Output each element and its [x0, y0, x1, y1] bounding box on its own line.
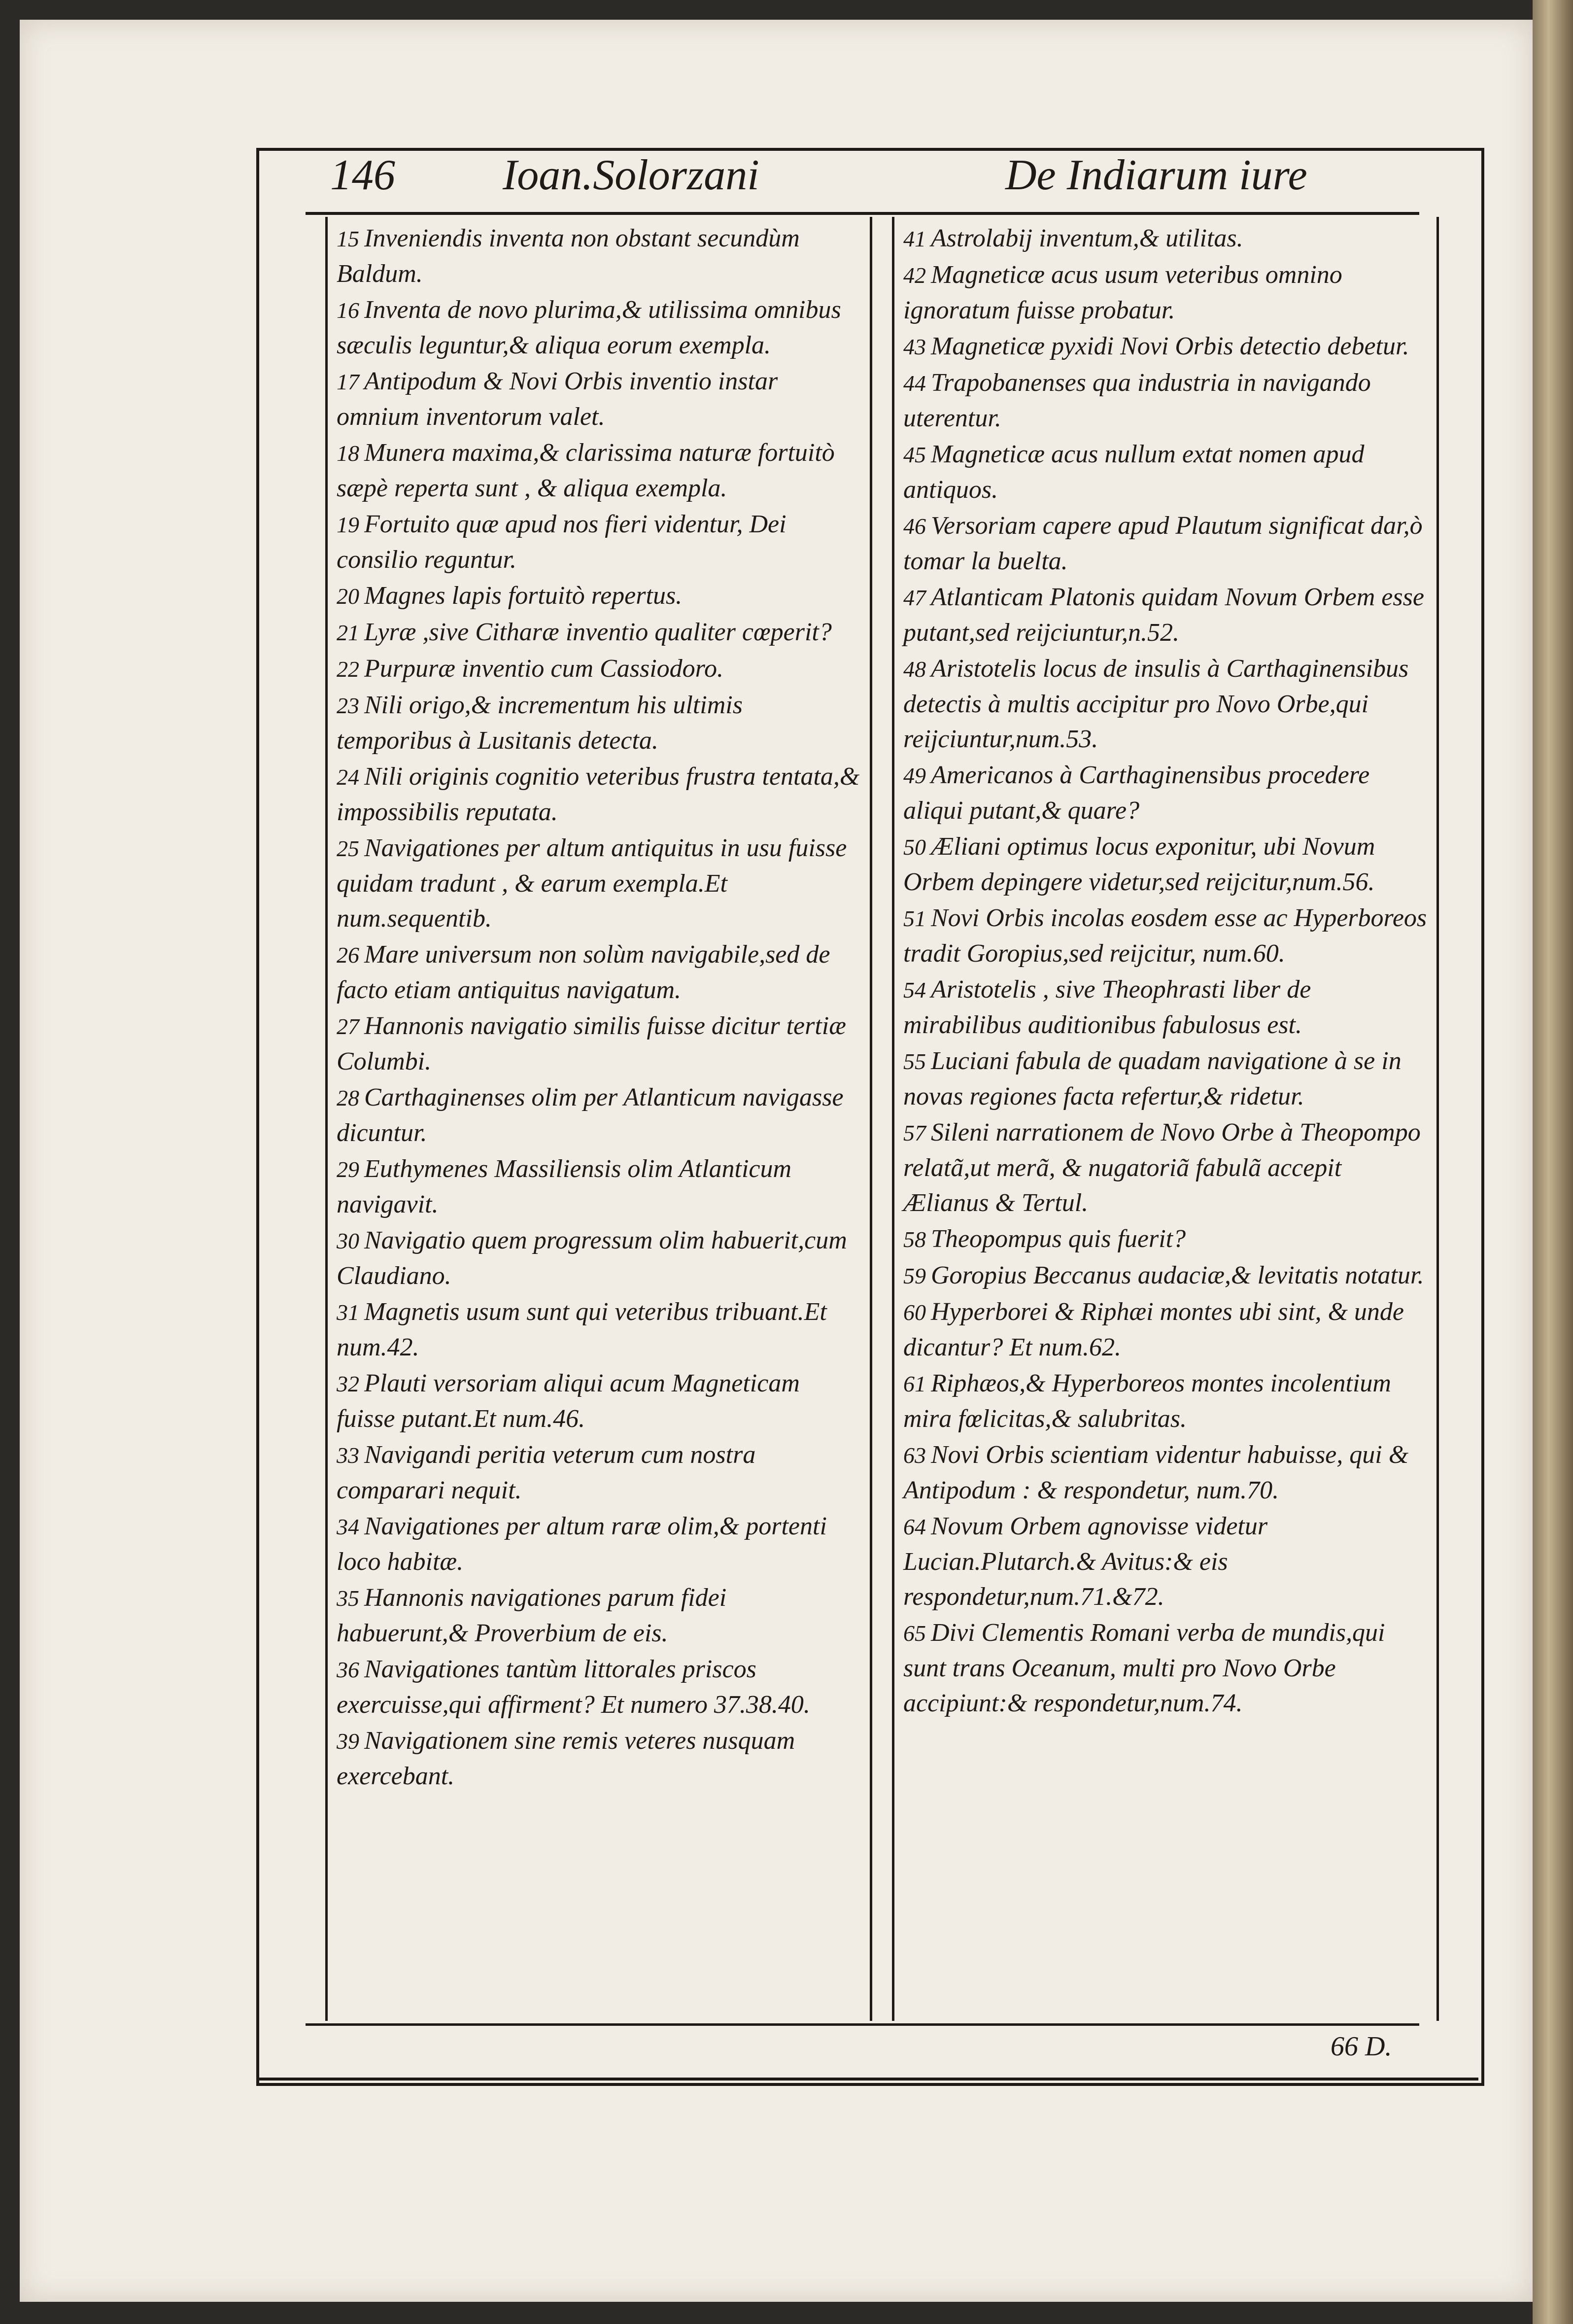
entry-text: Æliani optimus locus exponitur, ubi Novum Orbem depingere videtur,sed reijcitur,num.56. [903, 832, 1375, 896]
entry-number: 25 [337, 836, 359, 861]
entry-number: 21 [337, 620, 359, 645]
entry-text: Riphæos,& Hyperboreos montes incolentium mira fœlicitas,& salubritas. [903, 1369, 1391, 1433]
entry-number: 58 [903, 1227, 926, 1252]
entry-text: Euthymenes Massiliensis olim Atlanticum navigavit. [337, 1155, 792, 1218]
entry-number: 41 [903, 226, 926, 251]
summary-entry [903, 1221, 1428, 1257]
entry-text: Aristotelis locus de insulis à Carthaginensibus detectis à multis accipitur pro Novo Orbe,qui reijciuntur,num.53. [903, 655, 1409, 753]
summary-entry [337, 364, 861, 434]
entry-text: Luciani fabula de quadam navigatione à se in novas regiones facta refertur,& ridetur. [903, 1047, 1402, 1110]
summary-entry [337, 1509, 861, 1579]
entry-number: 18 [337, 441, 359, 466]
summary-entry [337, 1652, 861, 1722]
entry-text: Magnes lapis fortuitò repertus. [364, 582, 683, 610]
entry-text: Magnetis usum sunt qui veteribus tribuant.Et num.42. [337, 1298, 827, 1361]
summary-entry [337, 1366, 861, 1436]
entry-number: 46 [903, 514, 926, 539]
entry-number: 31 [337, 1300, 359, 1325]
summary-entry [903, 508, 1428, 579]
entry-text: Magneticæ acus nullum extat nomen apud antiquos. [903, 440, 1365, 504]
summary-entry [337, 651, 861, 687]
entry-text: Hyperborei & Riphæi montes ubi sint, & unde dicantur? Et num.62. [903, 1298, 1404, 1361]
entry-number: 32 [337, 1371, 359, 1396]
summary-entry [337, 435, 861, 506]
entry-number: 49 [903, 763, 926, 788]
entry-number: 55 [903, 1049, 926, 1074]
entry-text: Purpuræ inventio cum Cassiodoro. [364, 655, 723, 683]
summary-entry [337, 1723, 861, 1794]
summary-entry [903, 1366, 1428, 1436]
entry-number: 15 [337, 226, 359, 251]
entry-text: Versoriam capere apud Plautum significat dar,ò tomar la buelta. [903, 512, 1423, 575]
entry-number: 30 [337, 1228, 359, 1253]
summary-entry [903, 1294, 1428, 1365]
entry-text: Americanos à Carthaginensibus procedere aliqui putant,& quare? [903, 761, 1370, 825]
entry-number: 65 [903, 1621, 926, 1646]
entry-number: 22 [337, 657, 359, 682]
summary-entry [903, 901, 1428, 971]
summary-entry [903, 758, 1428, 828]
entry-number: 61 [903, 1371, 926, 1396]
entry-text: Astrolabij inventum,& utilitas. [931, 224, 1243, 252]
summary-entry [337, 1080, 861, 1150]
entry-number: 27 [337, 1014, 359, 1039]
entry-number: 29 [337, 1157, 359, 1182]
entry-number: 23 [337, 693, 359, 718]
entry-number: 28 [337, 1085, 359, 1110]
summary-entry [337, 1008, 861, 1079]
summary-entry [903, 257, 1428, 328]
summary-entry [903, 437, 1428, 507]
entry-text: Navigandi peritia veterum cum nostra comparari nequit. [337, 1441, 756, 1504]
book-binding-edge [1533, 0, 1573, 2324]
entry-number: 51 [903, 906, 926, 931]
summary-entry [903, 1615, 1428, 1721]
entry-number: 54 [903, 977, 926, 1003]
entry-number: 47 [903, 585, 926, 610]
summary-entry [337, 759, 861, 830]
entry-text: Atlanticam Platonis quidam Novum Orbem esse putant,sed reijciuntur,n.52. [903, 583, 1424, 647]
summary-entry [903, 1258, 1428, 1293]
entry-text: Antipodum & Novi Orbis inventio instar omnium inventorum valet. [337, 367, 778, 431]
entry-text: Novi Orbis scientiam videntur habuisse, qui & Antipodum : & respondetur, num.70. [903, 1441, 1409, 1504]
summary-entry [337, 1580, 861, 1651]
entry-number: 42 [903, 263, 926, 288]
running-head-title: De Indiarum iure [1005, 151, 1307, 199]
entry-text: Munera maxima,& clarissima naturæ fortuitò sæpè reperta sunt , & aliqua exempla. [337, 439, 835, 502]
entry-text: Magneticæ acus usum veteribus omnino ignoratum fuisse probatur. [903, 261, 1342, 324]
entry-text: Inventa de novo plurima,& utilissima omnibus sæculis leguntur,& aliqua eorum exempla. [337, 296, 841, 359]
entry-text: Navigatio quem progressum olim habuerit,cum Claudiano. [337, 1226, 847, 1290]
entry-text: Aristotelis , sive Theophrasti liber de mirabilibus auditionibus fabulosus est. [903, 975, 1311, 1039]
entry-number: 45 [903, 442, 926, 467]
summary-entry [337, 1151, 861, 1222]
entry-number: 20 [337, 584, 359, 609]
entry-number: 63 [903, 1443, 926, 1468]
entry-text: Novum Orbem agnovisse videtur Lucian.Plutarch.& Avitus:& eis respondetur,num.71.&72. [903, 1512, 1268, 1611]
entry-text: Sileni narrationem de Novo Orbe à Theopompo relatã,ut merã, & nugatoriã fabulã accepit Ælianus & Tertul. [903, 1118, 1421, 1217]
entry-number: 24 [337, 764, 359, 790]
summary-entry [337, 615, 861, 650]
summary-entry [337, 221, 861, 291]
running-head-author: Ioan.Solorzani [503, 151, 759, 199]
running-header [256, 150, 1478, 209]
entry-number: 26 [337, 942, 359, 968]
entry-number: 16 [337, 298, 359, 323]
entry-number: 64 [903, 1514, 926, 1539]
entry-text: Navigationes per altum antiquitus in usu fuisse quidam tradunt , & earum exempla.Et num.sequentib. [337, 834, 847, 933]
page-bottom-rule [256, 2078, 1478, 2081]
entry-text: Novi Orbis incolas eosdem esse ac Hyperboreos tradit Goropius,sed reijcitur, num.60. [903, 904, 1427, 968]
entry-text: Navigationes tantùm littorales priscos exercuisse,qui affirment? Et numero 37.38.40. [337, 1655, 810, 1719]
header-rule [306, 212, 1419, 215]
entry-text: Carthaginenses olim per Atlanticum navigasse dicuntur. [337, 1083, 844, 1147]
entry-text: Mare universum non solùm navigabile,sed de facto etiam antiquitus navigatum. [337, 940, 830, 1004]
summary-entry [337, 578, 861, 614]
summary-entry [903, 1115, 1428, 1220]
summary-entry [337, 507, 861, 577]
summary-entry [337, 937, 861, 1007]
entry-number: 48 [903, 657, 926, 682]
entry-number: 57 [903, 1120, 926, 1145]
summary-column-left [325, 217, 872, 2021]
entry-text: Fortuito quæ apud nos fieri videntur, Dei consilio reguntur. [337, 510, 786, 574]
summary-entry [903, 651, 1428, 757]
entry-text: Lyræ ,sive Citharæ inventio qualiter cœperit? [364, 618, 832, 646]
entry-number: 43 [903, 334, 926, 359]
entry-text: Nili origo,& incrementum his ultimis temporibus à Lusitanis detecta. [337, 691, 743, 755]
summary-entry [903, 365, 1428, 436]
summary-entry [903, 829, 1428, 900]
entry-number: 59 [903, 1263, 926, 1288]
entry-text: Magneticæ pyxidi Novi Orbis detectio debetur. [931, 332, 1409, 360]
entry-number: 44 [903, 371, 926, 396]
entry-text: Trapobanenses qua industria in navigando uterentur. [903, 369, 1371, 432]
summary-entry [903, 1509, 1428, 1614]
entry-text: Divi Clementis Romani verba de mundis,qui sunt trans Oceanum, multi pro Novo Orbe accipiunt:& respondetur,num.74. [903, 1619, 1385, 1717]
summary-entry [903, 221, 1428, 256]
entry-number: 33 [337, 1443, 359, 1468]
summary-column-right [892, 217, 1439, 2021]
entry-number: 39 [337, 1729, 359, 1754]
signature-mark: 66 D. [1331, 2031, 1392, 2062]
entry-number: 36 [337, 1657, 359, 1682]
columns-bottom-rule [306, 2023, 1419, 2026]
entry-text: Theopompus quis fuerit? [931, 1225, 1186, 1253]
summary-entry [903, 972, 1428, 1042]
entry-number: 50 [903, 834, 926, 860]
entry-text: Nili originis cognitio veteribus frustra tentata,& impossibilis reputata. [337, 763, 860, 826]
summary-entry [903, 1437, 1428, 1508]
summary-entry [903, 329, 1428, 364]
page-number: 146 [330, 151, 395, 199]
summary-entry [337, 292, 861, 363]
entry-number: 35 [337, 1586, 359, 1611]
summary-entry [337, 1437, 861, 1508]
entry-number: 60 [903, 1300, 926, 1325]
entry-text: Inveniendis inventa non obstant secundùm Baldum. [337, 224, 800, 288]
summary-entry [337, 831, 861, 936]
summary-entry [337, 688, 861, 758]
entry-text: Navigationes per altum raræ olim,& portenti loco habitæ. [337, 1512, 827, 1576]
entry-text: Plauti versoriam aliqui acum Magneticam fuisse putant.Et num.46. [337, 1369, 800, 1433]
entry-text: Hannonis navigationes parum fidei habuerunt,& Proverbium de eis. [337, 1584, 727, 1647]
entry-text: Hannonis navigatio similis fuisse dicitur tertiæ Columbi. [337, 1012, 846, 1075]
entry-text: Navigationem sine remis veteres nusquam exercebant. [337, 1727, 795, 1790]
entry-number: 34 [337, 1514, 359, 1539]
summary-entry [337, 1294, 861, 1365]
entry-text: Goropius Beccanus audaciæ,& levitatis notatur. [931, 1261, 1424, 1289]
entry-number: 19 [337, 512, 359, 537]
entry-number: 17 [337, 369, 359, 394]
summary-entry [903, 1043, 1428, 1114]
summary-entry [903, 580, 1428, 650]
summary-entry [337, 1223, 861, 1293]
